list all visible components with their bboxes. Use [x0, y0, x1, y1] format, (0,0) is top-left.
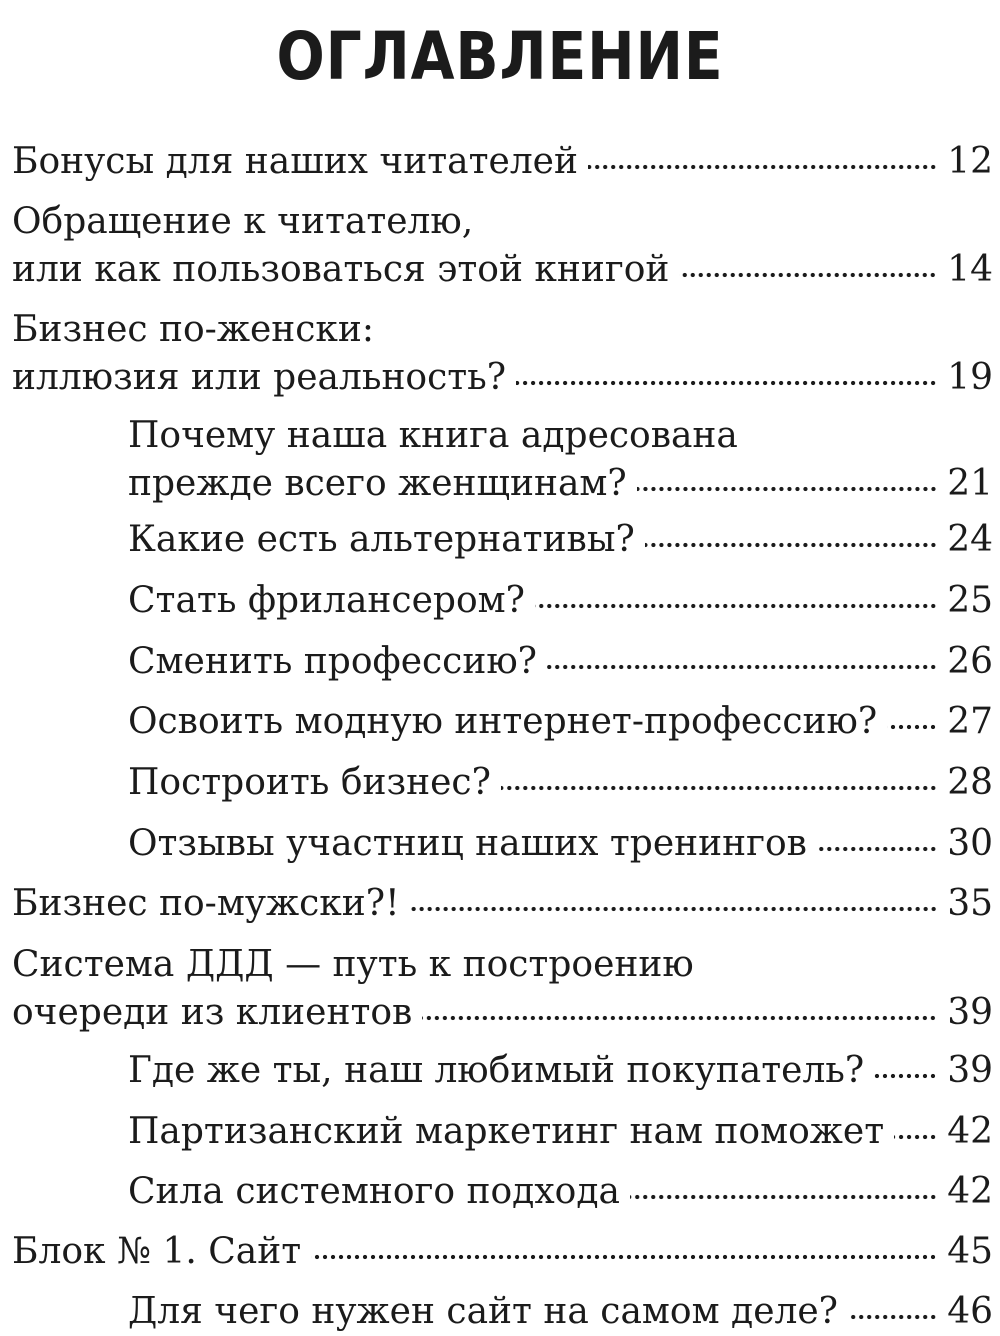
toc-subentry[interactable]	[128, 1108, 993, 1156]
toc-entry[interactable]	[12, 198, 993, 294]
toc-page-number: 26	[947, 641, 993, 682]
toc-page-number: 28	[947, 762, 993, 803]
toc-entry-title: Отзывы участниц наших тренингов	[128, 823, 807, 864]
dot-leader	[645, 538, 937, 552]
dot-leader	[516, 376, 937, 390]
toc-entry-title: Сменить профессию?	[128, 641, 537, 682]
toc-entry-title: Бонусы для наших читателей	[12, 141, 578, 182]
toc-entry-title: очереди из клиентов	[12, 992, 413, 1033]
toc-entry-title-line1: Обращение к читателю,	[12, 201, 474, 242]
toc-page-number: 27	[947, 701, 993, 742]
toc-entry-title: Стать фрилансером?	[128, 580, 525, 621]
dot-leader	[311, 1250, 937, 1264]
dot-leader	[894, 1130, 937, 1144]
dot-leader	[637, 482, 937, 496]
toc-entry-title: Освоить модную интернет-профессию?	[128, 701, 878, 742]
toc-page-number: 24	[947, 519, 993, 560]
toc-page-number: 30	[947, 823, 993, 864]
toc-subentry[interactable]	[128, 412, 993, 508]
toc-entry-title: Для чего нужен сайт на самом деле?	[128, 1291, 838, 1332]
toc-entry-title: Какие есть альтернативы?	[128, 519, 635, 560]
toc-entry-title: Построить бизнес?	[128, 762, 491, 803]
toc-subentry[interactable]	[128, 516, 993, 564]
toc-page-number: 42	[947, 1111, 993, 1152]
toc-page-number: 25	[947, 580, 993, 621]
toc-page-number: 42	[947, 1171, 993, 1212]
dot-leader	[547, 660, 937, 674]
dot-leader	[410, 902, 938, 916]
toc-entry[interactable]	[12, 138, 993, 186]
toc-page-number: 46	[947, 1291, 993, 1332]
toc-subentry[interactable]	[128, 1047, 993, 1095]
toc-entry-title-line1: Почему наша книга адресована	[128, 415, 738, 456]
dot-leader	[422, 1011, 937, 1025]
toc-entry[interactable]	[12, 941, 993, 1037]
toc-subentry[interactable]	[128, 698, 993, 746]
toc-entry-title: прежде всего женщинам?	[128, 463, 627, 504]
toc-subentry[interactable]	[128, 577, 993, 625]
toc-entry-title: Бизнес по-мужски?!	[12, 883, 400, 924]
toc-subentry[interactable]	[128, 1288, 993, 1336]
toc-entry-title: Сила системного подхода	[128, 1171, 620, 1212]
toc-page-number: 12	[947, 141, 993, 182]
dot-leader	[887, 720, 937, 734]
toc-entry-title-line1: Бизнес по-женски:	[12, 309, 375, 350]
dot-leader	[588, 160, 937, 174]
toc-page-number: 19	[947, 357, 993, 398]
toc-page-number: 45	[947, 1231, 993, 1272]
toc-entry-title: Где же ты, наш любимый покупатель?	[128, 1050, 865, 1091]
dot-leader	[501, 781, 937, 795]
toc-entry[interactable]	[12, 880, 993, 928]
toc-page-number: 21	[947, 463, 993, 504]
toc-entry-title: Партизанский маркетинг нам поможет	[128, 1111, 885, 1152]
toc-subentry[interactable]	[128, 759, 993, 807]
toc-entry[interactable]	[12, 1228, 993, 1276]
page-title: ОГЛАВЛЕНИЕ	[276, 18, 724, 95]
toc-page-number: 39	[947, 992, 993, 1033]
dot-leader	[630, 1190, 937, 1204]
dot-leader	[817, 842, 937, 856]
toc-entry-title: Блок № 1. Сайт	[12, 1231, 302, 1272]
toc-entry-title: иллюзия или реальность?	[12, 357, 507, 398]
toc-entry[interactable]	[12, 306, 993, 402]
toc-subentry[interactable]	[128, 1168, 993, 1216]
toc-entry-title: или как пользоваться этой книгой	[12, 249, 670, 290]
toc-subentry[interactable]	[128, 820, 993, 868]
toc-entry-title-line1: Система ДДД — путь к построению	[12, 944, 694, 985]
dot-leader	[535, 599, 937, 613]
toc-subentry[interactable]	[128, 638, 993, 686]
toc-page-number: 14	[947, 249, 993, 290]
toc-page-number: 35	[947, 883, 993, 924]
dot-leader	[848, 1310, 937, 1324]
dot-leader	[679, 268, 937, 282]
toc-page-number: 39	[947, 1050, 993, 1091]
dot-leader	[874, 1069, 937, 1083]
